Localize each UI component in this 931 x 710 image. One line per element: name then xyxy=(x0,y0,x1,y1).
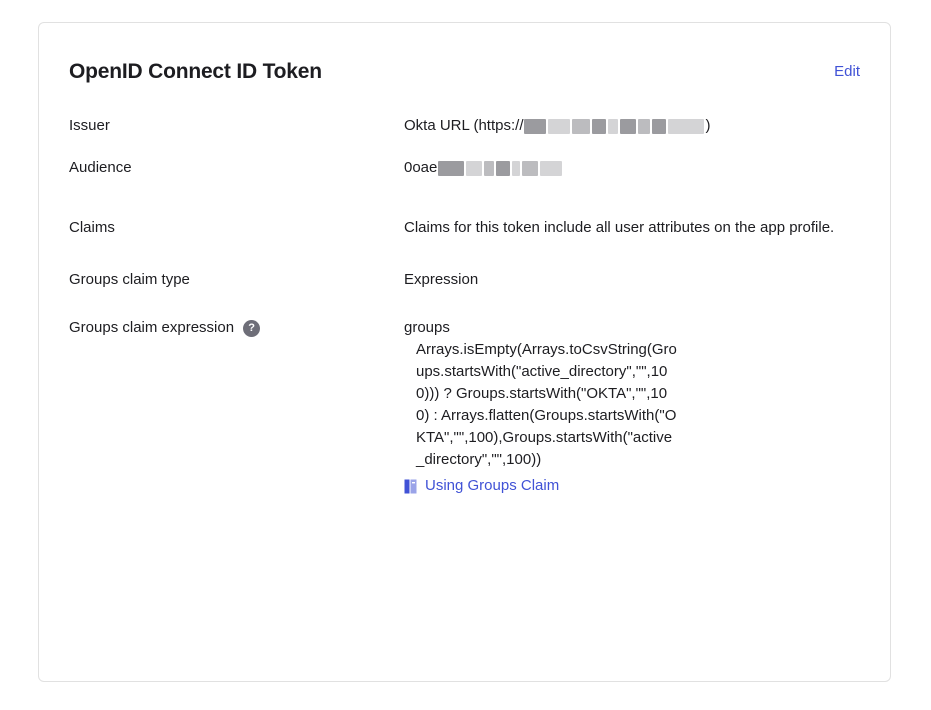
claims-value: Claims for this token include all user attributes on the app profile. xyxy=(404,219,835,236)
redaction-block xyxy=(438,161,464,176)
redaction-block xyxy=(540,161,562,176)
redaction-block xyxy=(620,119,636,134)
using-groups-claim-link[interactable]: Using Groups Claim xyxy=(425,477,560,494)
id-token-panel xyxy=(38,22,891,682)
redaction-block xyxy=(652,119,666,134)
redaction-block xyxy=(572,119,590,134)
redaction-block xyxy=(668,119,704,134)
redaction-block xyxy=(548,119,570,134)
groups-claim-expression-label-text: Groups claim expression xyxy=(69,319,235,336)
issuer-value xyxy=(404,115,860,137)
row-groups-claim-expression xyxy=(69,317,860,497)
redaction-block xyxy=(466,161,482,176)
redaction-block xyxy=(496,161,510,176)
row-claims xyxy=(69,217,860,239)
groups-claim-expression-label xyxy=(69,317,404,339)
page-title: OpenID Connect ID Token xyxy=(69,60,322,83)
redaction-block xyxy=(484,161,494,176)
audience-label: Audience xyxy=(69,159,132,176)
audience-value-prefix: 0oae xyxy=(404,159,438,176)
issuer-label: Issuer xyxy=(69,117,110,134)
expression-head: groups xyxy=(404,319,450,336)
row-audience xyxy=(69,157,860,179)
edit-button[interactable]: Edit xyxy=(834,63,860,80)
redaction-block xyxy=(512,161,520,176)
redaction-block xyxy=(522,161,538,176)
book-icon xyxy=(404,479,417,494)
redaction-block xyxy=(524,119,546,134)
issuer-value-prefix: Okta URL (https:// xyxy=(404,117,524,134)
expression-body: Arrays.isEmpty(Arrays.toCsvString(Groups.startsWith("active_directory","",100))) ? Groups.startsWith("OKTA","",100) : Arrays.flatten(Groups.startsWith("OKTA","",100),Groups.startsWith("active_directory","",100)) xyxy=(416,341,677,468)
panel-header xyxy=(39,23,890,85)
groups-claim-expression-value xyxy=(404,317,860,497)
groups-claim-type-label: Groups claim type xyxy=(69,271,190,288)
issuer-value-suffix: ) xyxy=(705,117,711,134)
using-groups-claim-link-row xyxy=(404,475,860,497)
row-groups-claim-type xyxy=(69,269,860,291)
redaction-block xyxy=(638,119,650,134)
field-list xyxy=(39,85,890,497)
claims-label: Claims xyxy=(69,219,115,236)
redaction-block xyxy=(608,119,618,134)
help-icon[interactable]: ? xyxy=(243,320,260,337)
row-issuer xyxy=(69,115,860,137)
audience-value xyxy=(404,157,860,179)
groups-claim-type-value: Expression xyxy=(404,271,479,288)
redaction-block xyxy=(592,119,606,134)
